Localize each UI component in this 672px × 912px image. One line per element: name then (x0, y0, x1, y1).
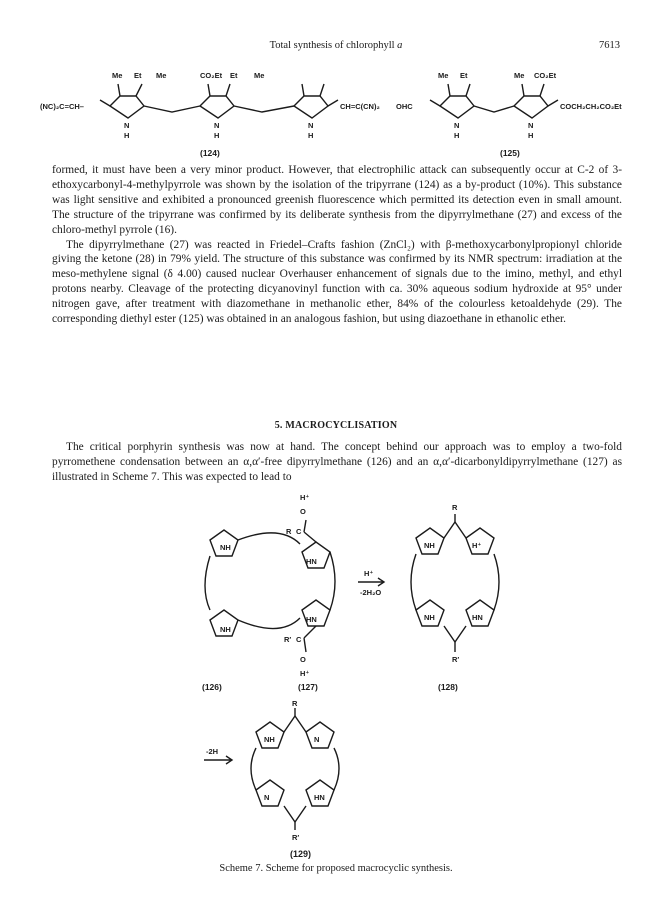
atom-o-top: O (300, 507, 306, 516)
substituent-co2et-2: CO₂Et (534, 71, 557, 80)
ring-h-1: H (124, 131, 130, 140)
compound-label-128: (128) (438, 682, 458, 692)
running-title: Total synthesis of chlorophyll (269, 40, 395, 51)
ring-h-4: H (454, 131, 460, 140)
atom-n-129-b: N (264, 793, 270, 802)
tripyrrane-structures-figure (40, 60, 640, 160)
atom-nh-129: NH (264, 735, 275, 744)
atom-o-bottom: O (300, 655, 306, 664)
compound-label-127: (127) (298, 682, 318, 692)
atom-nh-128-b: NH (424, 613, 435, 622)
running-title-italic: a (397, 40, 403, 51)
atom-hn-128-b: HN (472, 613, 483, 622)
atom-r-128: R (452, 503, 458, 512)
atom-nh-126-bottom: NH (220, 625, 231, 634)
compound-label-129: (129) (290, 849, 312, 859)
substituent-co2et-1: CO₂Et (200, 71, 223, 80)
arrow2-condition: -2H (206, 747, 219, 756)
compound-label-125: (125) (500, 148, 520, 158)
running-header (0, 40, 672, 56)
paragraph-3: The critical porphyrin synthesis was now at hand. The concept behind our approach was to employ a two-fold pyrromethene condensation between an α,α′-free dipyrrylmethane (126) and an α,α′-dicarbonyldipyrrylmethane (127) as illustrated in Scheme 7. This was expected to lead to (52, 441, 622, 483)
substituent-me-1: Me (112, 71, 123, 80)
atom-r-129: R (292, 699, 298, 708)
ring-h-5: H (528, 131, 534, 140)
arrow1-reagent: H⁺ (364, 569, 374, 578)
scheme-7-lower-figure (180, 698, 440, 848)
ring-n-3: N (308, 121, 314, 130)
atom-hn-127-bottom: HN (306, 615, 317, 624)
substituent-me-3: Me (254, 71, 265, 80)
atom-nh-128-a: NH (424, 541, 435, 550)
compound-label-126: (126) (202, 682, 222, 692)
ring-h-2: H (214, 131, 220, 140)
body-text-block-2 (52, 440, 622, 485)
ring-h-3: H (308, 131, 314, 140)
atom-r-prime-127: R′ (284, 635, 292, 644)
left-dicyanovinyl-group: (NC)₂C=CH– (40, 102, 84, 111)
paragraph-2: The dipyrrylmethane (27) was reacted in Friedel–Crafts fashion (ZnCl₂) with β-methoxycarbonylpropionyl chloride giving the ketone (28) in 79% yield. The structure of this substance was confirmed by its NMR spectrum: irradiation at the meso-methylene signal (δ 4.00) caused nuclear Overhauser enhancement of signals due to the imino, methyl, and ethyl protons nearby. Cleavage of the protecting dicyanovinyl function with ca. 30% aqueous sodium hydroxide at 95° under nitrogen gave, after treatment with diazomethane in methanolic ether, 84% of the colourless ketoaldehyde (29). The corresponding diethyl ester (125) was obtained in an analogous fashion, but using diazoethane in ethanolic ether. (52, 238, 622, 326)
ring-n-2: N (214, 121, 220, 130)
atom-nh-126-top: NH (220, 543, 231, 552)
arrow1-condition: -2H₂O (360, 588, 382, 597)
atom-n-129-a: N (314, 735, 320, 744)
ring-n-1: N (124, 121, 130, 130)
section-heading: 5. MACROCYCLISATION (274, 420, 398, 431)
substituent-et-2: Et (230, 71, 238, 80)
body-text-block-1 (52, 163, 622, 327)
ring-n-5: N (528, 121, 534, 130)
atom-h-plus-top: H⁺ (300, 493, 310, 502)
paragraph-1: formed, it must have been a very minor product. However, that electrophilic attack can subsequently occur at C-2 of 3-ethoxycarbonyl-4-methylpyrrole was shown by the isolation of the tripyrrane (124) as a by-product (10%). This substance was light sensitive and exhibited a pronounced greenish fluorescence which permitted its detection even in small amount. The structure of the tripyrrane was confirmed by its deliberate synthesis from the dipyrrylmethane (27) and excess of the chloro-methyl pyrrole (16). (52, 164, 622, 236)
substituent-me-2: Me (156, 71, 167, 80)
substituent-et-1: Et (134, 71, 142, 80)
compound-label-124: (124) (200, 148, 220, 158)
atom-h-plus-128-a: H⁺ (472, 541, 482, 550)
atom-r-127: R (286, 527, 292, 536)
substituent-me-5: Me (514, 71, 525, 80)
atom-r-prime-128: R′ (452, 655, 460, 664)
atom-hn-127-top: HN (306, 557, 317, 566)
substituent-et-3: Et (460, 71, 468, 80)
ring-n-4: N (454, 121, 460, 130)
atom-c-bottom: C (296, 635, 302, 644)
ketoester-group: COCH₂CH₂CO₂Et (560, 102, 622, 111)
scheme-7-upper-figure (180, 492, 520, 697)
atom-h-plus-bottom: H⁺ (300, 669, 310, 678)
aldehyde-group: OHC (396, 102, 413, 111)
atom-hn-129: HN (314, 793, 325, 802)
atom-c-top: C (296, 527, 302, 536)
atom-r-prime-129: R′ (292, 833, 300, 842)
page-number: 7613 (599, 40, 620, 51)
right-dicyanovinyl-group: CH=C(CN)₂ (340, 102, 380, 111)
substituent-me-4: Me (438, 71, 449, 80)
scheme-caption: Scheme 7. Scheme for proposed macrocyclic synthesis. (219, 863, 453, 874)
